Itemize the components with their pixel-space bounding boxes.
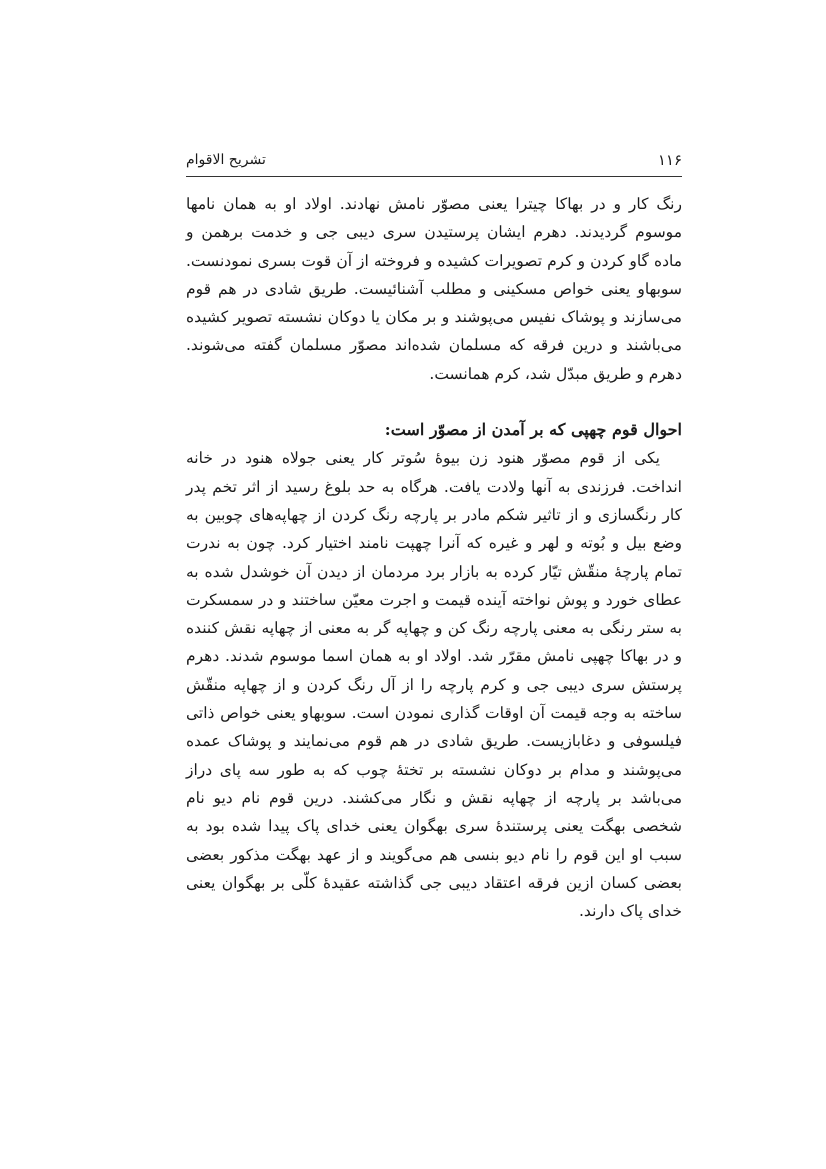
page-body [186, 190, 682, 925]
page-header [186, 148, 682, 172]
page-number: ۱۱۶ [657, 151, 682, 169]
running-title: تشریح الاقوام [186, 152, 266, 168]
intro-paragraph: رنگ کار و در بهاکا چیترا یعنی مصوّر نامش نهادند. اولاد او به همان نامها موسوم گردیدند. دهرم ایشان پرستیدن سری دیبی جی و خدمت برهمن و ماده گاو کردن و کرم تصویرات کشیده و فروخته از آن قوت بسری نمودنست. سوبهاو یعنی خواص مسکینی و مطلب آشنائیست. طریق شادی در هم قوم می‌سازند و پوشاک نفیس می‌پوشند و بر مکان یا دوکان نشسته تصویر کشیده می‌باشند و درین فرقه که مسلمان شده‌اند مصوّر مسلمان گفته می‌شوند. دهرم و طریق مبدّل شد، کرم همانست. [186, 195, 682, 383]
section-heading: احوال قوم چهپی که بر آمدن از مصوّر است: [384, 420, 682, 440]
body-paragraph: یکی از قوم مصوّر هنود زن بیوهٔ سُوتر کار یعنی جولاه هنود در خانه انداخت. فرزندی به آنها ولادت یافت. هرگاه به حد بلوغ رسید از اثر تخم پدر کار رنگسازی و از تاثیر شکم مادر بر پارچه رنگ کردن از چهاپه‌های چوبین به وضع بیل و بُوته و لهر و غیره که آنرا چهپت نامند اختیار کرد. چون به ندرت تمام پارچهٔ منقّش تیّار کرده به بازار برد مردمان از دیدن آن خوشدل شده به عطای خورد و پوش نواخته آینده قیمت و اجرت معیّن ساختند و در سمسکرت به ستر رنگی به معنی پارچه رنگ کن و چهاپه گر به معنی از چهاپه نقش کننده و در بهاکا چهپی نامش مقرّر شد. اولاد او به همان اسما موسوم شدند. دهرم پرستش سری دیبی جی و کرم پارچه را از آل رنگ کردن و از چهاپه منقّش ساخته به وجه قیمت آن اوقات گذاری نمودن است. سوبهاو یعنی خواص ذاتی فیلسوفی و دغابازیست. طریق شادی در هم قوم می‌نمایند و پوشاک عمده می‌پوشند و مدام بر دوکان نشسته بر تختهٔ چوب که به طور سه پای دراز می‌باشد بر پارچه از چهاپه نقش و نگار می‌کشند. درین قوم نام دیو نام شخصی بهگت یعنی پرستندهٔ سری بهگوان یعنی خدای پاک پیدا شده بود به سبب او این قوم را نام دیو بنسی هم می‌گویند و از عهد بهگت مذکور بعضی بعضی کسان ازین فرقه اعتقاد دیبی جی گذاشته عقیدهٔ کلّی بر بهگوان یعنی خدای پاک دارند. [186, 449, 682, 921]
header-rule [186, 176, 682, 177]
